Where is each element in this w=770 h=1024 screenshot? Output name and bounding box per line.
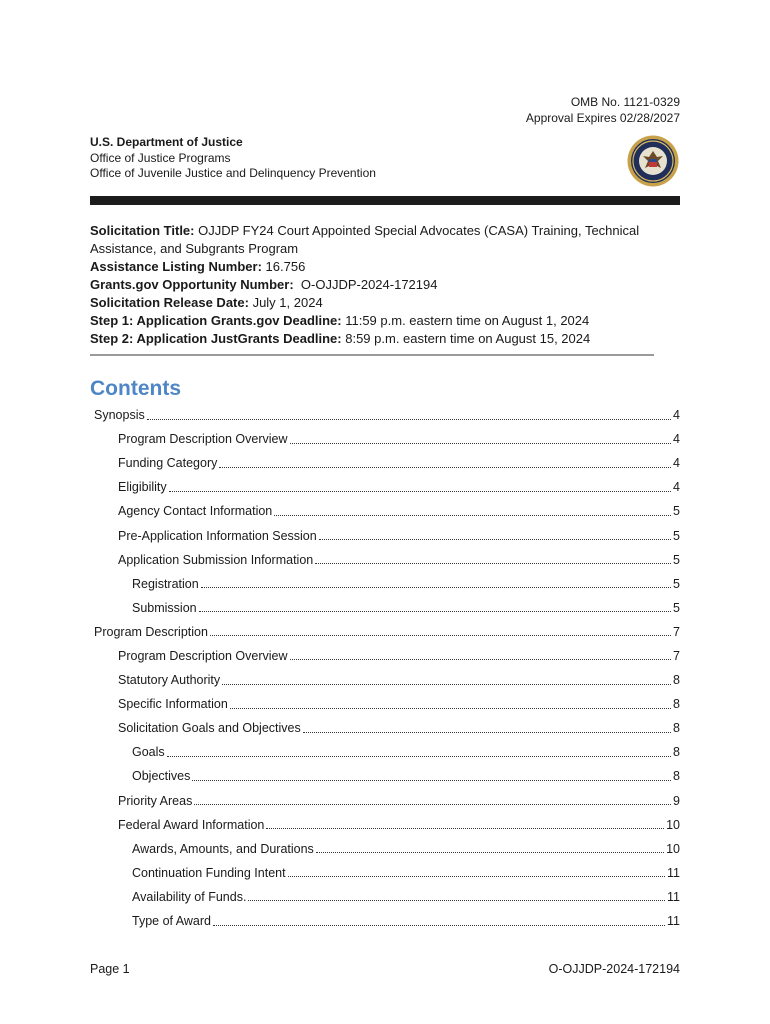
toc-leader-dots <box>319 539 671 540</box>
toc-leader-dots <box>230 708 671 709</box>
toc-entry-page: 10 <box>666 841 680 856</box>
toc-entry[interactable] <box>90 740 680 764</box>
header-rule <box>90 196 680 205</box>
toc-entry-title: Program Description <box>94 624 208 639</box>
toc-entry-title: Priority Areas <box>118 793 193 808</box>
toc-entry-title: Statutory Authority <box>118 673 221 688</box>
section-rule <box>90 354 654 356</box>
toc-entry-page: 10 <box>666 817 680 832</box>
toc-leader-dots <box>194 804 671 805</box>
toc-leader-dots <box>201 587 671 588</box>
toc-entry-title: Agency Contact Information <box>118 504 273 519</box>
document-id: O-OJJDP-2024-172194 <box>548 962 680 976</box>
toc-entry-title: Program Description Overview <box>118 648 288 663</box>
toc-entry-title: Specific Information <box>118 697 228 712</box>
toc-leader-dots <box>222 684 671 685</box>
department-name: U.S. Department of Justice <box>90 135 243 149</box>
toc-leader-dots <box>199 611 671 612</box>
toc-entry-page: 5 <box>673 600 680 615</box>
toc-entry-title: Registration <box>132 576 199 591</box>
toc-entry[interactable] <box>90 403 680 427</box>
toc-leader-dots <box>213 925 665 926</box>
page-number: Page 1 <box>90 962 130 976</box>
table-of-contents <box>90 403 680 933</box>
toc-entry-title: Availability of Funds. <box>132 889 247 904</box>
toc-entry[interactable] <box>90 837 680 861</box>
toc-entry[interactable] <box>90 644 680 668</box>
toc-entry-page: 8 <box>673 697 680 712</box>
toc-entry-page: 5 <box>673 552 680 567</box>
toc-entry-page: 4 <box>673 480 680 495</box>
toc-entry[interactable] <box>90 596 680 620</box>
toc-entry[interactable] <box>90 620 680 644</box>
toc-leader-dots <box>192 780 671 781</box>
toc-leader-dots <box>316 852 664 853</box>
toc-entry-page: 5 <box>673 576 680 591</box>
opportunity-number: Grants.gov Opportunity Number: O-OJJDP-2024-172194 <box>90 277 438 292</box>
toc-leader-dots <box>147 419 671 420</box>
toc-entry-title: Program Description Overview <box>118 432 288 447</box>
toc-entry[interactable] <box>90 909 680 933</box>
omb-block <box>526 94 680 126</box>
toc-entry[interactable] <box>90 668 680 692</box>
toc-entry[interactable] <box>90 427 680 451</box>
toc-leader-dots <box>167 756 671 757</box>
toc-leader-dots <box>290 659 672 660</box>
toc-entry-page: 8 <box>673 673 680 688</box>
toc-entry-title: Synopsis <box>94 408 145 423</box>
doj-seal-icon <box>627 135 679 187</box>
office-name: Office of Justice Programs <box>90 150 231 165</box>
toc-entry-title: Type of Award <box>132 914 211 929</box>
omb-number: OMB No. 1121-0329 <box>570 95 680 109</box>
toc-entry[interactable] <box>90 764 680 788</box>
toc-entry-page: 5 <box>673 528 680 543</box>
toc-entry-title: Pre-Application Information Session <box>118 528 317 543</box>
assistance-listing: Assistance Listing Number: 16.756 <box>90 259 306 274</box>
toc-leader-dots <box>169 491 671 492</box>
toc-leader-dots <box>210 635 671 636</box>
toc-entry-page: 11 <box>667 865 680 880</box>
toc-entry-title: Awards, Amounts, and Durations <box>132 841 314 856</box>
solicitation-info <box>90 222 680 348</box>
toc-entry[interactable] <box>90 572 680 596</box>
toc-entry-page: 9 <box>673 793 680 808</box>
toc-entry-page: 8 <box>673 769 680 784</box>
toc-entry-page: 7 <box>673 624 680 639</box>
toc-entry-page: 8 <box>673 721 680 736</box>
toc-entry-title: Funding Category <box>118 456 218 471</box>
toc-leader-dots <box>288 876 665 877</box>
toc-entry[interactable] <box>90 813 680 837</box>
toc-entry-page: 11 <box>667 889 680 904</box>
step2-deadline: Step 2: Application JustGrants Deadline: 8:59 p.m. eastern time on August 15, 2024 <box>90 331 591 346</box>
toc-entry[interactable] <box>90 548 680 572</box>
contents-heading: Contents <box>90 377 181 400</box>
toc-leader-dots <box>303 732 671 733</box>
toc-entry[interactable] <box>90 451 680 475</box>
toc-entry[interactable] <box>90 475 680 499</box>
toc-leader-dots <box>315 563 671 564</box>
toc-entry-title: Goals <box>132 745 165 760</box>
toc-entry-title: Objectives <box>132 769 191 784</box>
release-date: Solicitation Release Date: July 1, 2024 <box>90 295 323 310</box>
department-block <box>90 135 376 182</box>
toc-entry[interactable] <box>90 716 680 740</box>
toc-entry[interactable] <box>90 861 680 885</box>
toc-entry-page: 4 <box>673 432 680 447</box>
toc-entry-title: Continuation Funding Intent <box>132 865 286 880</box>
toc-entry-title: Federal Award Information <box>118 817 265 832</box>
toc-leader-dots <box>266 828 664 829</box>
toc-entry-page: 7 <box>673 648 680 663</box>
toc-entry-title: Solicitation Goals and Objectives <box>118 721 301 736</box>
toc-entry-title: Eligibility <box>118 480 167 495</box>
toc-entry[interactable] <box>90 523 680 547</box>
toc-entry-page: 11 <box>667 914 680 929</box>
toc-entry-page: 4 <box>673 408 680 423</box>
approval-expires: Approval Expires 02/28/2027 <box>525 111 680 125</box>
toc-entry-page: 4 <box>673 456 680 471</box>
sub-office-name: Office of Juvenile Justice and Delinquency Prevention <box>90 166 376 180</box>
toc-entry-page: 8 <box>673 745 680 760</box>
toc-leader-dots <box>290 443 672 444</box>
toc-leader-dots <box>274 515 671 516</box>
step1-deadline: Step 1: Application Grants.gov Deadline: 11:59 p.m. eastern time on August 1, 2024 <box>90 313 590 328</box>
toc-entry[interactable] <box>90 499 680 523</box>
toc-entry[interactable] <box>90 692 680 716</box>
toc-entry-title: Application Submission Information <box>118 552 314 567</box>
toc-entry-page: 5 <box>673 504 680 519</box>
solicitation-title: Solicitation Title: OJJDP FY24 Court Appointed Special Advocates (CASA) Training, Technical Assistance, and Subgrants Program <box>90 223 640 256</box>
toc-leader-dots <box>248 900 665 901</box>
toc-entry[interactable] <box>90 885 680 909</box>
toc-entry[interactable] <box>90 789 680 813</box>
toc-leader-dots <box>219 467 671 468</box>
toc-entry-title: Submission <box>132 600 197 615</box>
